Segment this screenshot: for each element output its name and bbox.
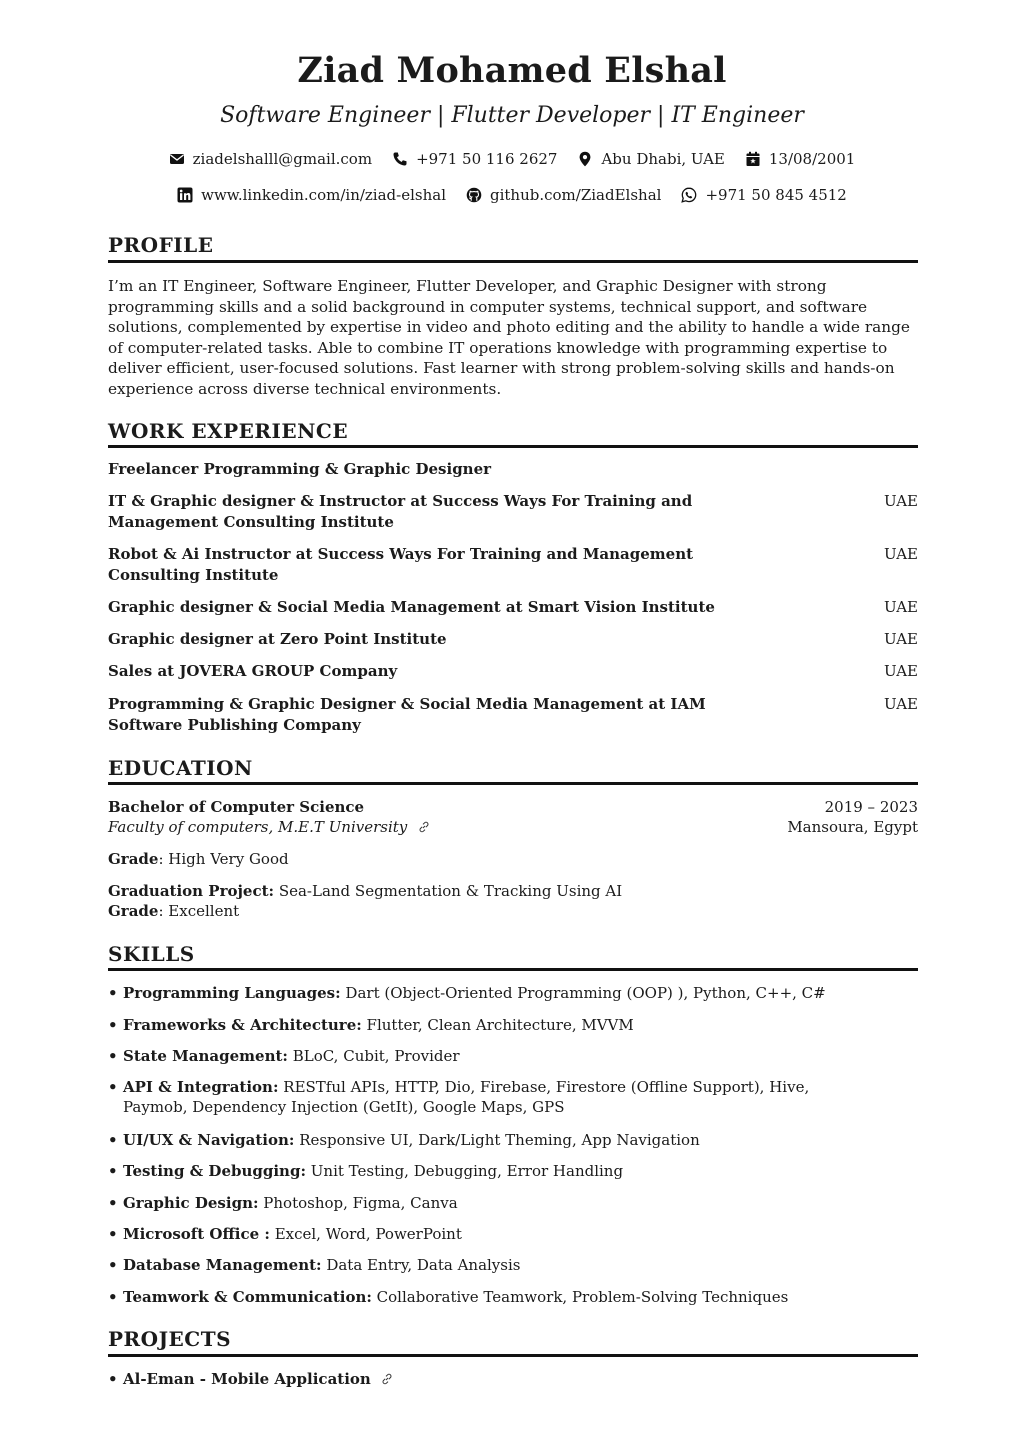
project-item	[108, 1369, 918, 1389]
bullet: •	[108, 1016, 118, 1034]
education-section-title: EDUCATION	[108, 756, 253, 780]
skill-value: Unit Testing, Debugging, Error Handling	[306, 1162, 624, 1180]
skill-value: Dart (Object-Oriented Programming (OOP) ), Python, C++, C#	[340, 984, 826, 1002]
email-text: ziadelshalll@gmail.com	[192, 150, 373, 168]
whatsapp-icon	[681, 187, 697, 203]
project-grade-row	[108, 901, 918, 921]
linkedin-contact[interactable]	[177, 186, 446, 204]
github-icon	[466, 187, 482, 203]
bullet: •	[108, 984, 118, 1002]
github-contact[interactable]	[466, 186, 661, 204]
school-location: Mansoura, Egypt	[787, 818, 918, 836]
bullet: •	[108, 1256, 118, 1274]
school-name: Faculty of computers, M.E.T University	[108, 818, 408, 836]
skill-item	[108, 1287, 918, 1307]
grade-value: : High Very Good	[158, 850, 289, 868]
skill-label: Database Management:	[123, 1256, 322, 1274]
skill-item	[108, 1015, 918, 1035]
bullet: •	[108, 1162, 118, 1180]
bullet: •	[108, 1288, 118, 1306]
skill-item	[108, 1161, 918, 1181]
school-row	[108, 817, 918, 837]
whatsapp-contact[interactable]	[681, 186, 846, 204]
calendar-icon	[745, 151, 761, 167]
skill-item	[108, 1130, 918, 1150]
skill-item	[108, 1255, 918, 1275]
skill-label: Testing & Debugging:	[123, 1162, 306, 1180]
degree-years: 2019 – 2023	[824, 798, 918, 816]
job-title: Freelancer Programming & Graphic Designer	[108, 460, 492, 478]
location-contact	[577, 150, 724, 168]
job-location: UAE	[884, 662, 918, 680]
skill-label: Teamwork & Communication:	[123, 1288, 372, 1306]
job-location: UAE	[884, 598, 918, 616]
degree-name: Bachelor of Computer Science	[108, 798, 365, 816]
job-entry	[108, 597, 918, 618]
location-pin-icon	[577, 151, 593, 167]
link-icon[interactable]	[381, 1373, 393, 1385]
skill-label: Graphic Design:	[123, 1194, 259, 1212]
projects-divider	[108, 1354, 918, 1357]
skill-item	[108, 1224, 918, 1244]
degree-row	[108, 797, 918, 817]
job-title: IT & Graphic designer & Instructor at Success Ways For Training and Management Consulting Institute	[108, 492, 693, 531]
skill-value: RESTful APIs, HTTP, Dio, Firebase, Firestore (Offline Support), Hive, Paymob, Dependency Injection (GetIt), Google Maps, GPS	[123, 1078, 810, 1116]
experience-divider	[108, 445, 918, 448]
job-entry	[108, 544, 918, 586]
birthdate-contact	[745, 150, 855, 168]
profile-section-title: PROFILE	[108, 233, 214, 257]
candidate-name: Ziad Mohamed Elshal	[297, 50, 727, 91]
link-icon[interactable]	[418, 821, 430, 833]
skill-item	[108, 1046, 918, 1066]
skill-value: Collaborative Teamwork, Problem-Solving Techniques	[371, 1288, 789, 1306]
skill-item	[108, 1077, 848, 1117]
skill-label: API & Integration:	[123, 1078, 279, 1096]
profile-summary: I’m an IT Engineer, Software Engineer, Flutter Developer, and Graphic Designer with strong programming skills and a solid background in computer systems, technical support, and software solutions, complemented by expertise in video and photo editing and the ability to handle a wide range of computer-related tasks. Able to combine IT operations knowledge with programming expertise to deliver efficient, user-focused solutions. Fast learner with strong problem-solving skills and hands-on experience across diverse technical environments.	[108, 277, 910, 398]
profile-divider	[108, 260, 918, 263]
job-location: UAE	[884, 545, 918, 563]
job-title: Programming & Graphic Designer & Social Media Management at IAM Software Publishing Company	[108, 695, 706, 734]
skill-label: Microsoft Office :	[123, 1225, 270, 1243]
linkedin-text: www.linkedin.com/in/ziad-elshal	[201, 186, 446, 204]
linkedin-icon	[177, 187, 193, 203]
job-entry	[108, 491, 918, 533]
projects-section-title: PROJECTS	[108, 1327, 232, 1351]
skill-value: Photoshop, Figma, Canva	[258, 1194, 458, 1212]
grade-row	[108, 849, 918, 869]
skill-label: Programming Languages:	[123, 984, 341, 1002]
job-entry	[108, 661, 918, 682]
education-divider	[108, 782, 918, 785]
birthdate-text: 13/08/2001	[768, 150, 856, 168]
job-entry	[108, 459, 918, 480]
job-title: Graphic designer at Zero Point Institute	[108, 630, 447, 648]
bullet: •	[108, 1047, 118, 1065]
graduation-project-row	[108, 881, 918, 901]
phone-text: +971 50 116 2627	[416, 150, 558, 168]
job-entry	[108, 629, 918, 650]
bullet: •	[108, 1370, 118, 1388]
experience-section-title: WORK EXPERIENCE	[108, 419, 349, 443]
phone-contact[interactable]	[392, 150, 557, 168]
bullet: •	[108, 1078, 118, 1096]
skills-divider	[108, 968, 918, 971]
skill-value: Excel, Word, PowerPoint	[269, 1225, 462, 1243]
github-text: github.com/ZiadElshal	[490, 186, 662, 204]
skill-value: Flutter, Clean Architecture, MVVM	[361, 1016, 634, 1034]
graduation-project-value: Sea-Land Segmentation & Tracking Using AI	[274, 882, 623, 900]
skill-label: State Management:	[123, 1047, 288, 1065]
email-contact[interactable]	[169, 150, 372, 168]
project-grade-label: Grade	[108, 902, 159, 920]
project-name: Al-Eman - Mobile Application	[123, 1370, 371, 1388]
skill-value: Data Entry, Data Analysis	[321, 1256, 521, 1274]
bullet: •	[108, 1225, 118, 1243]
job-title: Robot & Ai Instructor at Success Ways For Training and Management Consulting Institute	[108, 545, 694, 584]
skill-label: UI/UX & Navigation:	[123, 1131, 295, 1149]
skill-label: Frameworks & Architecture:	[123, 1016, 362, 1034]
skill-value: Responsive UI, Dark/Light Theming, App Navigation	[294, 1131, 700, 1149]
job-entry	[108, 694, 918, 736]
job-location: UAE	[884, 630, 918, 648]
grade-label: Grade	[108, 850, 159, 868]
whatsapp-text: +971 50 845 4512	[705, 186, 847, 204]
envelope-icon	[169, 151, 185, 167]
job-location: UAE	[884, 695, 918, 713]
job-location: UAE	[884, 492, 918, 510]
job-title: Graphic designer & Social Media Management at Smart Vision Institute	[108, 598, 715, 616]
contact-row-secondary	[0, 186, 1024, 204]
bullet: •	[108, 1131, 118, 1149]
skills-section-title: SKILLS	[108, 942, 195, 966]
skill-item	[108, 1193, 918, 1213]
job-title: Sales at JOVERA GROUP Company	[108, 662, 398, 680]
skill-value: BLoC, Cubit, Provider	[287, 1047, 460, 1065]
contact-row-primary	[0, 150, 1024, 168]
candidate-tagline: Software Engineer | Flutter Developer | IT Engineer	[220, 103, 804, 128]
project-grade-value: : Excellent	[158, 902, 240, 920]
location-text: Abu Dhabi, UAE	[601, 150, 725, 168]
graduation-project-label: Graduation Project:	[108, 882, 275, 900]
bullet: •	[108, 1194, 118, 1212]
phone-icon	[392, 151, 408, 167]
skill-item	[108, 983, 918, 1003]
